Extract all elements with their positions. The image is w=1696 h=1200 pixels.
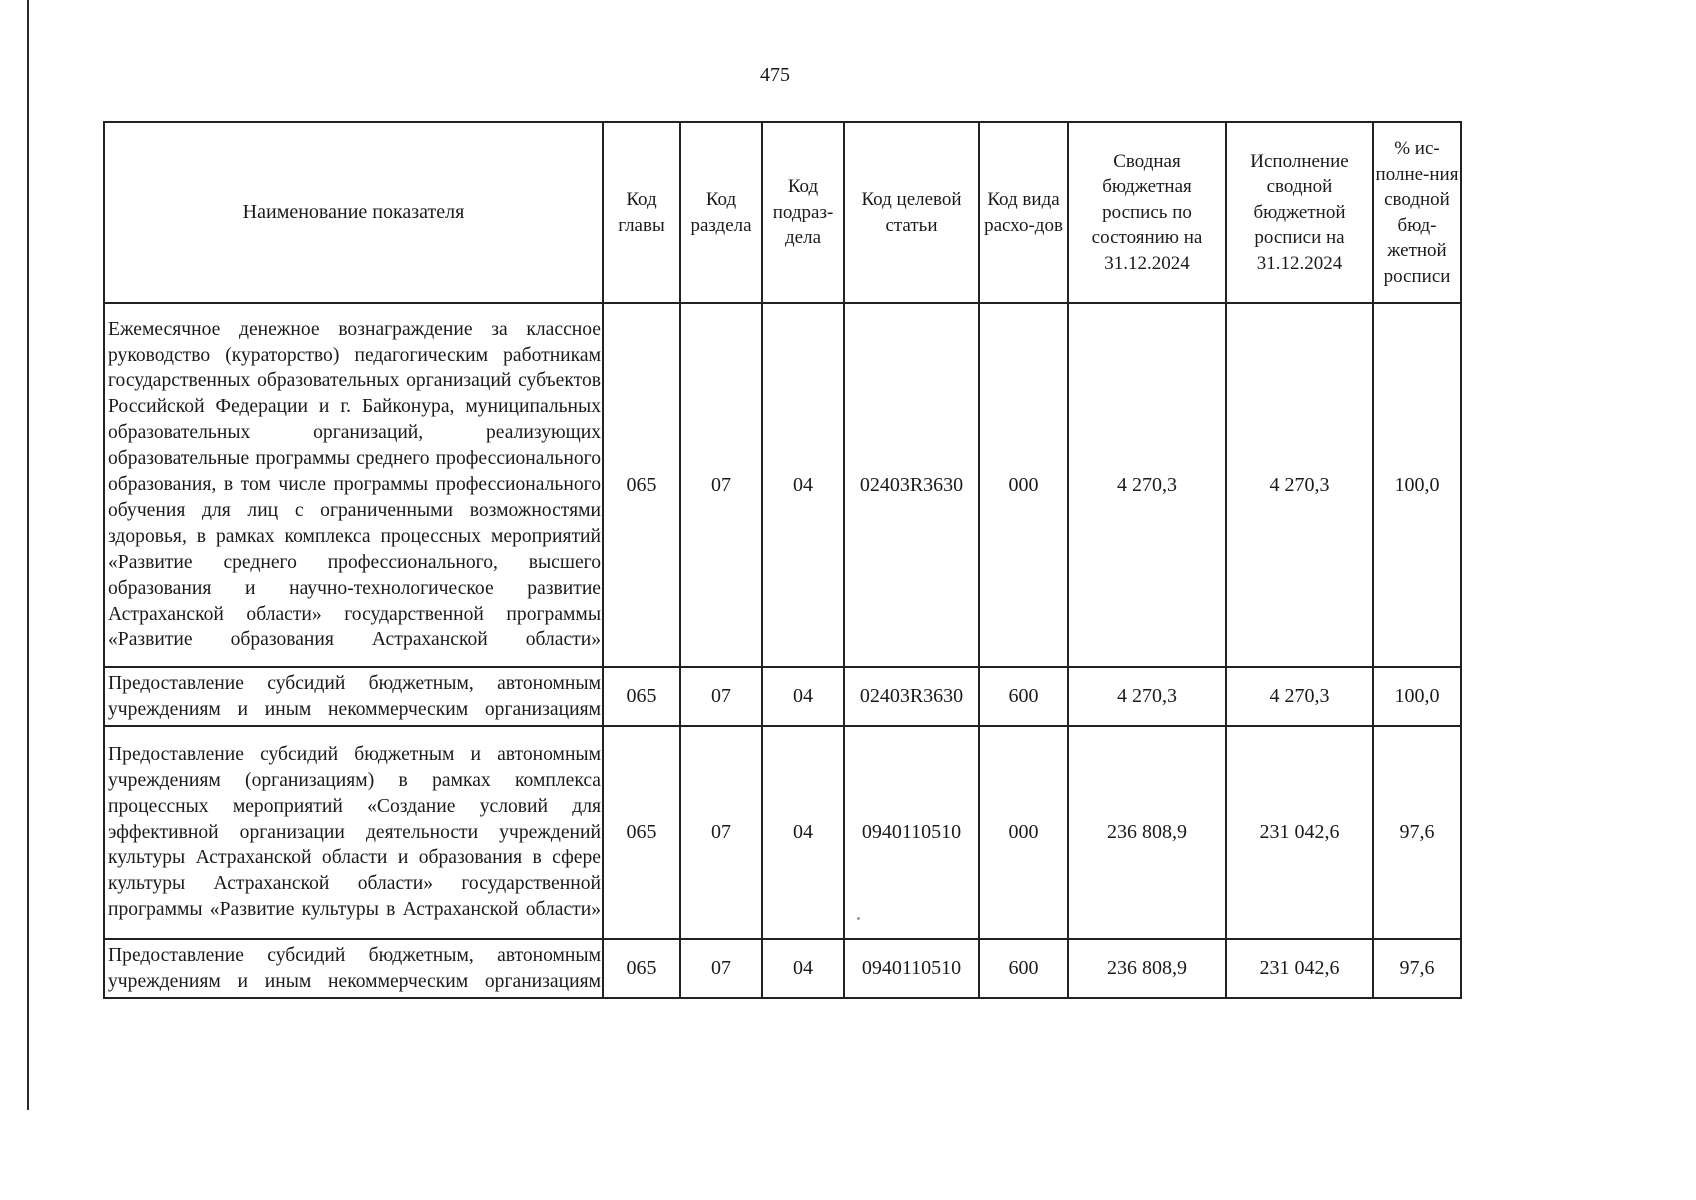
header-percent: % ис-полне-ния сводной бюд-жетной росписи [1373,122,1461,303]
row-chapter-code: 065 [603,726,680,939]
scan-speck [857,917,860,920]
row-subsection-code: 04 [762,667,844,726]
header-expense-type-code: Код вида расхо-дов [979,122,1068,303]
row-execution: 231 042,6 [1226,726,1373,939]
row-expense-type-code: 600 [979,939,1068,998]
row-expense-type-code: 600 [979,667,1068,726]
row-execution: 4 270,3 [1226,303,1373,667]
row-chapter-code: 065 [603,303,680,667]
header-consolidated-budget: Сводная бюджетная роспись по состоянию на 31.12.2024 [1068,122,1226,303]
header-subsection-code: Код подраз-дела [762,122,844,303]
table-header-row [104,122,1461,303]
header-chapter-code: Код главы [603,122,680,303]
row-percent: 97,6 [1373,726,1461,939]
row-name: Ежемесячное денежное вознаграждение за классное руководство (кураторство) педагогическим работникам государственных образовательных организаций субъектов Российской Федерации и г. Байконура, муниципальных образовательных организаций, реализующих образовательные программы среднего профессионального образования, в том числе программы профессионального обучения для лиц с ограниченными возможностями здоровья, в рамках комплекса процессных мероприятий «Развитие среднего профессионального, высшего образования и научно-технологическое развитие Астраханской области» государственной программы «Развитие образования Астраханской области» [104,303,603,667]
row-consolidated-budget: 236 808,9 [1068,726,1226,939]
header-target-code: Код целевой статьи [844,122,979,303]
budget-execution-table [103,121,1462,999]
table-row [104,939,1461,998]
row-target-code: 0940110510 [844,726,979,939]
row-consolidated-budget: 236 808,9 [1068,939,1226,998]
row-chapter-code: 065 [603,667,680,726]
table-row [104,303,1461,667]
row-execution: 4 270,3 [1226,667,1373,726]
table-row [104,726,1461,939]
page-number: 475 [760,64,790,86]
row-section-code: 07 [680,726,762,939]
row-target-code: 02403R3630 [844,303,979,667]
row-target-code: 0940110510 [844,939,979,998]
row-name: Предоставление субсидий бюджетным, автономным учреждениям и иным некоммерческим организациям [104,939,603,998]
row-consolidated-budget: 4 270,3 [1068,303,1226,667]
row-percent: 100,0 [1373,667,1461,726]
row-section-code: 07 [680,939,762,998]
row-percent: 97,6 [1373,939,1461,998]
row-subsection-code: 04 [762,726,844,939]
table-row [104,667,1461,726]
row-expense-type-code: 000 [979,726,1068,939]
header-name: Наименование показателя [104,122,603,303]
row-chapter-code: 065 [603,939,680,998]
header-execution: Исполнение сводной бюджетной росписи на 31.12.2024 [1226,122,1373,303]
row-name: Предоставление субсидий бюджетным, автономным учреждениям и иным некоммерческим организациям [104,667,603,726]
row-subsection-code: 04 [762,939,844,998]
row-section-code: 07 [680,303,762,667]
row-subsection-code: 04 [762,303,844,667]
row-expense-type-code: 000 [979,303,1068,667]
row-name: Предоставление субсидий бюджетным и автономным учреждениям (организациям) в рамках комплекса процессных мероприятий «Создание условий для эффективной организации деятельности учреждений культуры Астраханской области и образования в сфере культуры Астраханской области» государственной программы «Развитие культуры в Астраханской области» [104,726,603,939]
scan-edge-line [27,0,29,1110]
row-section-code: 07 [680,667,762,726]
row-percent: 100,0 [1373,303,1461,667]
row-target-code: 02403R3630 [844,667,979,726]
row-execution: 231 042,6 [1226,939,1373,998]
row-consolidated-budget: 4 270,3 [1068,667,1226,726]
header-section-code: Код раздела [680,122,762,303]
